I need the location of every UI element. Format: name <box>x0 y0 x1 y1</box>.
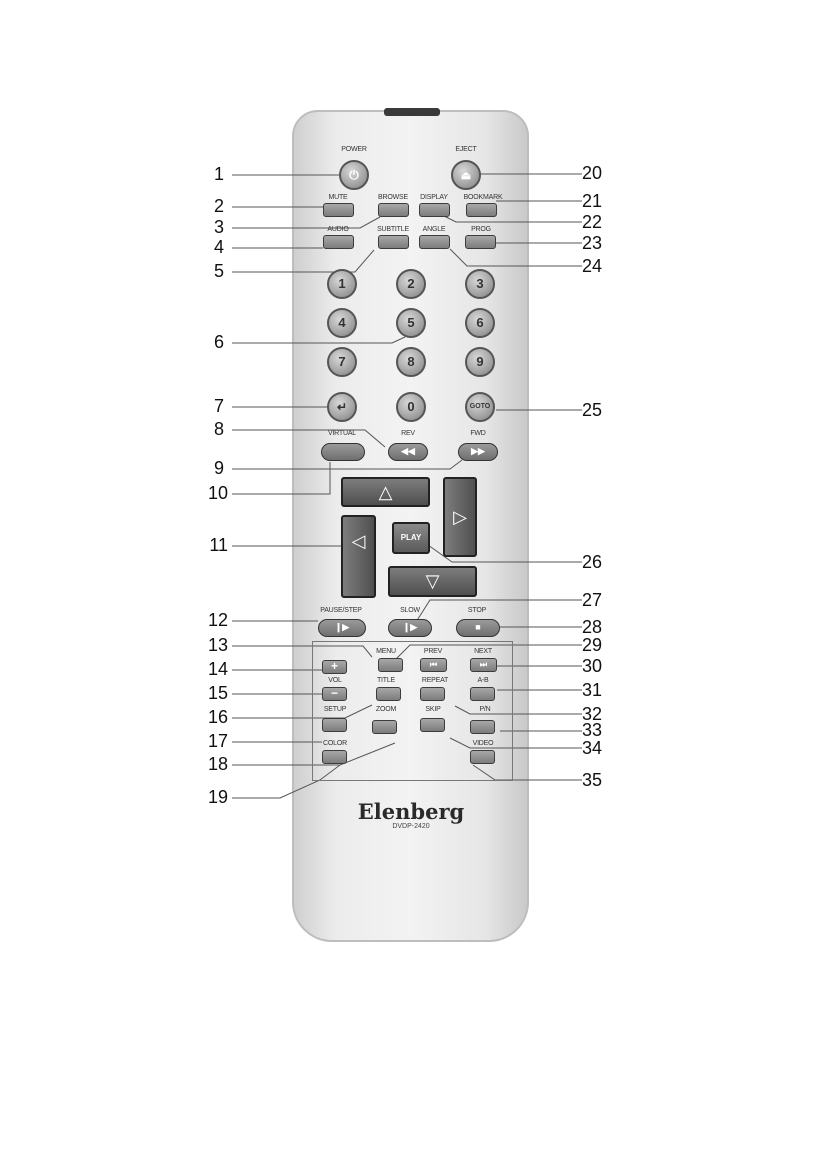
brand-logo: Elenberg <box>357 799 465 824</box>
pn-label: P/N <box>479 706 491 713</box>
digit-9-button[interactable]: 9 <box>465 347 495 377</box>
mute-button[interactable] <box>323 203 354 217</box>
digit-0-button[interactable]: 0 <box>396 392 426 422</box>
callout-24: 24 <box>582 256 603 276</box>
repeat-label: REPEAT <box>421 677 449 684</box>
setup-button[interactable] <box>322 718 347 732</box>
prev-label: PREV <box>423 648 443 655</box>
callout-19: 19 <box>207 787 228 807</box>
callout-25: 25 <box>582 400 603 420</box>
next-label: NEXT <box>474 648 492 655</box>
enter-button[interactable] <box>327 392 357 422</box>
callout-28: 28 <box>582 617 603 637</box>
fast-forward-icon: ▶▶ <box>471 446 485 456</box>
digit-3-button[interactable]: 3 <box>465 269 495 299</box>
stop-icon: ■ <box>475 622 481 632</box>
browse-label: BROWSE <box>378 194 408 201</box>
callout-6: 6 <box>213 332 224 352</box>
subtitle-button[interactable] <box>378 235 409 249</box>
callout-line-6 <box>232 337 405 343</box>
callout-16: 16 <box>207 707 228 727</box>
display-button[interactable] <box>419 203 450 217</box>
title-label: TITLE <box>376 677 396 684</box>
subtitle-label: SUBTITLE <box>377 226 409 233</box>
callout-32: 32 <box>582 704 603 724</box>
callout-23: 23 <box>582 233 603 253</box>
down-arrow-icon: ▽ <box>425 571 440 591</box>
previous-icon: ⏮ <box>429 660 438 669</box>
callout-31: 31 <box>582 680 603 700</box>
callout-7: 7 <box>213 396 224 416</box>
stop-button[interactable] <box>456 619 500 637</box>
virtual-button[interactable] <box>321 443 365 461</box>
browse-button[interactable] <box>378 203 409 217</box>
callout-17: 17 <box>207 731 228 751</box>
power-icon: ⏻ <box>349 168 359 182</box>
color-button[interactable] <box>322 750 347 764</box>
menu-label: MENU <box>376 648 396 655</box>
video-label: VIDEO <box>472 740 494 747</box>
eject-button[interactable] <box>451 160 481 190</box>
skip-button[interactable] <box>420 718 445 732</box>
callout-line-5 <box>232 250 374 272</box>
zoom-button[interactable] <box>372 720 397 734</box>
callout-20: 20 <box>582 163 603 183</box>
next-button[interactable] <box>470 658 497 672</box>
fwd-button[interactable] <box>458 443 498 461</box>
fwd-label: FWD <box>470 430 486 437</box>
video-button[interactable] <box>470 750 495 764</box>
callout-5: 5 <box>213 261 224 281</box>
repeat-button[interactable] <box>420 687 445 701</box>
callout-34: 34 <box>582 738 603 758</box>
angle-button[interactable] <box>419 235 450 249</box>
callout-line-9 <box>232 460 462 469</box>
slow-label: SLOW <box>400 607 420 614</box>
bookmark-label: BOOKMARK <box>463 194 503 201</box>
callout-26: 26 <box>582 552 603 572</box>
slow-button[interactable] <box>388 619 432 637</box>
digit-4-button[interactable]: 4 <box>327 308 357 338</box>
rewind-icon: ◀◀ <box>401 446 415 456</box>
callout-line-10 <box>232 462 330 494</box>
digit-5-button[interactable]: 5 <box>396 308 426 338</box>
menu-button[interactable] <box>378 658 403 672</box>
power-button[interactable] <box>339 160 369 190</box>
callout-14: 14 <box>207 659 228 679</box>
callout-18: 18 <box>207 754 228 774</box>
play-button[interactable]: PLAY <box>392 522 430 554</box>
callout-1: 1 <box>213 164 224 184</box>
eject-icon: ⏏ <box>460 170 472 182</box>
stop-label: STOP <box>467 607 487 614</box>
minus-icon: − <box>330 686 338 700</box>
callout-27: 27 <box>582 590 603 610</box>
vol-down-button[interactable] <box>322 687 347 701</box>
digit-8-button[interactable]: 8 <box>396 347 426 377</box>
color-label: COLOR <box>323 740 347 747</box>
eject-label: EJECT <box>455 146 477 153</box>
pause-step-label: PAUSE/STEP <box>320 607 362 614</box>
up-arrow-icon: △ <box>378 482 393 502</box>
prev-button[interactable] <box>420 658 447 672</box>
callout-15: 15 <box>207 683 228 703</box>
callout-4: 4 <box>213 237 224 257</box>
callout-30: 30 <box>582 656 603 676</box>
display-label: DISPLAY <box>420 194 448 201</box>
prog-button[interactable] <box>465 235 496 249</box>
callout-12: 12 <box>207 610 228 630</box>
pause-step-icon: ❙▶ <box>334 622 350 632</box>
up-button[interactable] <box>341 477 430 507</box>
callout-10: 10 <box>207 483 228 503</box>
angle-label: ANGLE <box>422 226 446 233</box>
left-button[interactable] <box>341 515 376 598</box>
digit-7-button[interactable]: 7 <box>327 347 357 377</box>
power-label: POWER <box>341 146 367 153</box>
digit-1-button[interactable]: 1 <box>327 269 357 299</box>
digit-6-button[interactable]: 6 <box>465 308 495 338</box>
ab-label: A-B <box>477 677 489 684</box>
title-button[interactable] <box>376 687 401 701</box>
model-number: DVDP-2420 <box>392 823 430 830</box>
vol-label: VOL <box>328 677 342 684</box>
prog-label: PROG <box>471 226 491 233</box>
callout-22: 22 <box>582 212 603 232</box>
callout-13: 13 <box>207 635 228 655</box>
right-button[interactable] <box>443 477 477 557</box>
audio-button[interactable] <box>323 235 354 249</box>
callout-11: 11 <box>209 535 228 555</box>
pn-button[interactable] <box>470 720 495 734</box>
rev-label: REV <box>401 430 415 437</box>
ab-button[interactable] <box>470 687 495 701</box>
callout-3: 3 <box>213 217 224 237</box>
digit-2-button[interactable]: 2 <box>396 269 426 299</box>
down-button[interactable] <box>388 566 477 597</box>
callout-9: 9 <box>213 458 224 478</box>
callout-line-24 <box>450 249 582 266</box>
virtual-label: VIRTUAL <box>327 430 357 437</box>
mute-label: MUTE <box>328 194 348 201</box>
vol-up-button[interactable] <box>322 660 347 674</box>
pause-step-button[interactable] <box>318 619 366 637</box>
rev-button[interactable] <box>388 443 428 461</box>
callout-21: 21 <box>582 191 603 211</box>
audio-label: AUDIO <box>327 226 349 233</box>
callout-35: 35 <box>582 770 603 790</box>
callout-29: 29 <box>582 635 603 655</box>
callout-33: 33 <box>582 720 603 740</box>
zoom-label: ZOOM <box>375 706 397 713</box>
callout-2: 2 <box>213 196 224 216</box>
plus-icon: + <box>330 659 338 673</box>
skip-label: SKIP <box>425 706 441 713</box>
bookmark-button[interactable] <box>466 203 497 217</box>
setup-label: SETUP <box>323 706 347 713</box>
left-arrow-icon: ◁ <box>351 531 366 551</box>
right-arrow-icon: ▷ <box>453 507 467 527</box>
callout-8: 8 <box>213 419 224 439</box>
goto-button[interactable]: GOTO <box>465 392 495 422</box>
callout-line-22 <box>440 214 582 222</box>
slow-icon: ❙▶ <box>402 622 418 632</box>
enter-icon: ↵ <box>336 400 348 414</box>
next-icon: ⏭ <box>479 660 488 669</box>
